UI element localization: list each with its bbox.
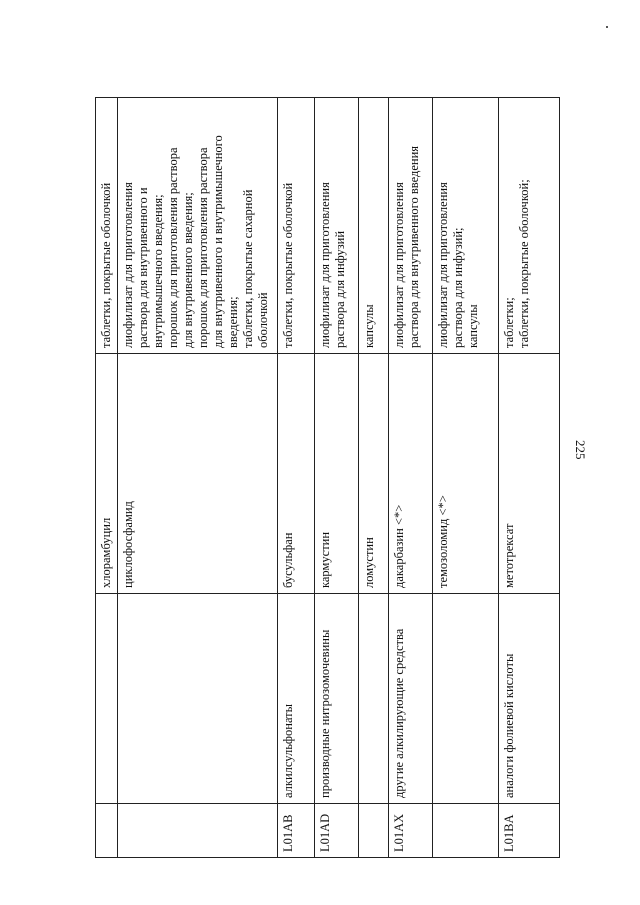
drug-table [95, 97, 560, 858]
table-row [433, 98, 499, 858]
group-cell [359, 594, 389, 804]
atc-code-cell [118, 804, 278, 858]
drug-name-cell: темозоломид <*> [433, 354, 499, 594]
drug-name-cell: циклофосфамид [118, 354, 278, 594]
table-row [389, 98, 433, 858]
drug-name-cell: ломустин [359, 354, 389, 594]
atc-code-cell [433, 804, 499, 858]
rotated-table-wrapper [95, 98, 559, 858]
table-row [315, 98, 359, 858]
page-number: 225 [573, 440, 588, 460]
dosage-forms-cell: лиофилизат для приготовления раствора для внутривенного введения [389, 98, 433, 354]
atc-code-cell [359, 804, 389, 858]
table-row [118, 98, 278, 858]
group-cell [96, 594, 118, 804]
atc-code-cell: L01AB [278, 804, 315, 858]
atc-code-cell: L01AX [389, 804, 433, 858]
dosage-forms-cell: лиофилизат для приготовления раствора для внутривенного и внутримышечного введения; порошок для приготовления раствора для внутривенного введения; порошок для приготовления раствора для внутривенного и внутримышечного введения; таблетки, покрытые сахарной оболочкой [118, 98, 278, 354]
group-cell [118, 594, 278, 804]
atc-code-cell: L01BA [499, 804, 560, 858]
group-cell: производные нитрозомочевины [315, 594, 359, 804]
dosage-forms-cell: таблетки, покрытые оболочкой [278, 98, 315, 354]
group-cell [433, 594, 499, 804]
group-cell: алкилсульфонаты [278, 594, 315, 804]
atc-code-cell [96, 804, 118, 858]
atc-code-cell: L01AD [315, 804, 359, 858]
drug-name-cell: дакарбазин <*> [389, 354, 433, 594]
group-cell: аналоги фолиевой кислоты [499, 594, 560, 804]
group-cell: другие алкилирующие средства [389, 594, 433, 804]
dosage-forms-cell: таблетки, покрытые оболочкой [96, 98, 118, 354]
dosage-forms-cell: лиофилизат для приготовления раствора для инфузий; капсулы [433, 98, 499, 354]
drug-name-cell: бусульфан [278, 354, 315, 594]
table-row [499, 98, 560, 858]
page-number-wrapper [574, 440, 594, 480]
drug-name-cell: хлорамбуцил [96, 354, 118, 594]
drug-name-cell: метотрексат [499, 354, 560, 594]
dosage-forms-cell: таблетки; таблетки, покрытые оболочкой; [499, 98, 560, 354]
drug-name-cell: кармустин [315, 354, 359, 594]
table-row [359, 98, 389, 858]
table-row [96, 98, 118, 858]
table-row [278, 98, 315, 858]
dosage-forms-cell: лиофилизат для приготовления раствора для инфузий [315, 98, 359, 354]
dosage-forms-cell: капсулы [359, 98, 389, 354]
scan-speck [606, 26, 608, 28]
